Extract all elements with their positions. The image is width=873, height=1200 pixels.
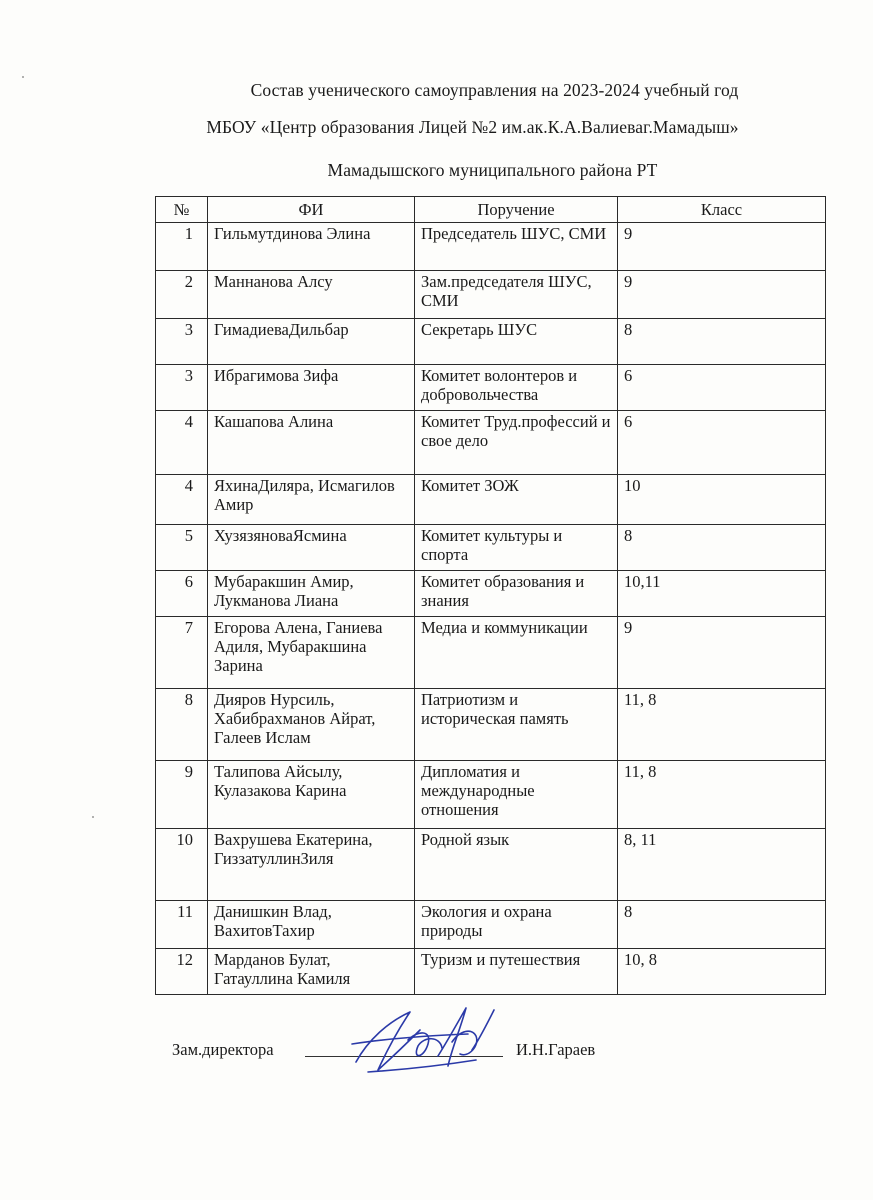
grade-cell: [618, 571, 826, 617]
grade: 6: [624, 412, 633, 431]
table-row: [156, 411, 826, 475]
grade-cell: [618, 901, 826, 949]
table-body: [156, 223, 826, 995]
assignment: Туризм и путешествия: [421, 950, 581, 969]
member-name-cell: [208, 411, 415, 475]
member-name-cell: [208, 761, 415, 829]
member-name: Егорова Алена, Ганиева Адиля, Мубаракшина Зарина: [214, 618, 383, 675]
assignment: Зам.председателя ШУС, СМИ: [421, 272, 592, 310]
member-name-cell: [208, 949, 415, 995]
member-name-cell: [208, 571, 415, 617]
row-number: 4: [184, 476, 193, 495]
grade: 10: [624, 476, 641, 495]
title-line-1: Состав ученического самоуправления на 2023-2024 учебный год: [250, 80, 739, 100]
assignment-cell: [415, 319, 618, 365]
table-row: [156, 525, 826, 571]
member-name-cell: [208, 223, 415, 271]
member-name-cell: [208, 617, 415, 689]
table-row: [156, 829, 826, 901]
assignment-cell: [415, 571, 618, 617]
row-number-cell: [156, 223, 208, 271]
member-name: Ибрагимова Зифа: [214, 366, 339, 385]
column-header-role: Поручение: [415, 197, 618, 223]
grade-cell: [618, 829, 826, 901]
handwritten-signature: [348, 1000, 498, 1080]
grade-cell: [618, 761, 826, 829]
row-number: 11: [177, 902, 193, 921]
grade-cell: [618, 271, 826, 319]
assignment: Председатель ШУС, СМИ: [421, 224, 607, 243]
grade-cell: [618, 525, 826, 571]
member-name-cell: [208, 829, 415, 901]
grade: 10,11: [624, 572, 661, 591]
scan-speck: [92, 816, 94, 818]
member-name-cell: [208, 525, 415, 571]
assignment-cell: [415, 949, 618, 995]
grade: 6: [624, 366, 633, 385]
table-row: [156, 761, 826, 829]
table-row: [156, 689, 826, 761]
self-government-table: [155, 196, 826, 995]
assignment-cell: [415, 901, 618, 949]
grade: 8: [624, 526, 633, 545]
row-number: 4: [184, 412, 193, 431]
grade-cell: [618, 475, 826, 525]
grade: 11, 8: [624, 690, 657, 709]
assignment: Комитет волонтеров и добровольчества: [421, 366, 578, 404]
row-number-cell: [156, 761, 208, 829]
grade: 8: [624, 902, 633, 921]
column-header-number: №: [156, 197, 208, 223]
grade-cell: [618, 689, 826, 761]
table-row: [156, 617, 826, 689]
row-number-cell: [156, 571, 208, 617]
row-number: 7: [184, 618, 193, 637]
row-number-cell: [156, 319, 208, 365]
member-name: Талипова Айсылу, Кулазакова Карина: [214, 762, 347, 800]
row-number: 5: [184, 526, 193, 545]
row-number: 6: [184, 572, 193, 591]
table-row: [156, 271, 826, 319]
member-name: Маннанова Алсу: [214, 272, 333, 291]
column-header-grade: Класс: [618, 197, 826, 223]
row-number-cell: [156, 271, 208, 319]
member-name-cell: [208, 475, 415, 525]
row-number: 3: [184, 366, 193, 385]
title-line-3: Мамадышского муниципального района РТ: [327, 160, 658, 180]
row-number-cell: [156, 475, 208, 525]
assignment: Экология и охрана природы: [421, 902, 552, 940]
assignment-cell: [415, 365, 618, 411]
table-row: [156, 223, 826, 271]
member-name: Марданов Булат, Гатауллина Камиля: [214, 950, 351, 988]
grade: 9: [624, 272, 633, 291]
member-name-cell: [208, 689, 415, 761]
member-name: ХузязяноваЯсмина: [214, 526, 347, 545]
row-number: 9: [184, 762, 193, 781]
grade-cell: [618, 411, 826, 475]
assignment: Комитет ЗОЖ: [421, 476, 519, 495]
assignment: Патриотизм и историческая память: [421, 690, 569, 728]
row-number-cell: [156, 689, 208, 761]
member-name: Данишкин Влад, ВахитовТахир: [214, 902, 332, 940]
signatory-title: Зам.директора: [172, 1040, 274, 1059]
member-name-cell: [208, 365, 415, 411]
member-name: Дияров Нурсиль, Хабибрахманов Айрат, Галеев Ислам: [214, 690, 376, 747]
grade-cell: [618, 617, 826, 689]
member-name-cell: [208, 319, 415, 365]
row-number: 12: [176, 950, 193, 969]
grade: 9: [624, 618, 633, 637]
table-row: [156, 475, 826, 525]
row-number: 10: [176, 830, 193, 849]
signatory-name: И.Н.Гараев: [516, 1040, 596, 1059]
assignment-cell: [415, 617, 618, 689]
row-number-cell: [156, 525, 208, 571]
member-name: Мубаракшин Амир, Лукманова Лиана: [214, 572, 354, 610]
grade-cell: [618, 223, 826, 271]
table-header-row: [156, 197, 826, 223]
member-name: Гильмутдинова Элина: [214, 224, 371, 243]
member-name: Вахрушева Екатерина, ГиззатуллинЗиля: [214, 830, 373, 868]
row-number-cell: [156, 365, 208, 411]
row-number: 3: [184, 320, 193, 339]
title-line-2: МБОУ «Центр образования Лицей №2 им.ак.К.А.Валиеваг.Мамадыш»: [206, 117, 739, 137]
assignment-cell: [415, 829, 618, 901]
assignment: Медиа и коммуникации: [421, 618, 588, 637]
grade: 11, 8: [624, 762, 657, 781]
table-row: [156, 319, 826, 365]
table-row: [156, 571, 826, 617]
row-number-cell: [156, 411, 208, 475]
row-number-cell: [156, 949, 208, 995]
row-number: 1: [184, 224, 193, 243]
assignment: Комитет культуры и спорта: [421, 526, 563, 564]
assignment: Комитет Труд.профессий и свое дело: [421, 412, 611, 450]
assignment: Секретарь ШУС: [421, 320, 538, 339]
grade: 9: [624, 224, 633, 243]
row-number: 2: [184, 272, 193, 291]
grade: 8: [624, 320, 633, 339]
grade-cell: [618, 319, 826, 365]
assignment: Дипломатия и международные отношения: [421, 762, 535, 819]
assignment-cell: [415, 271, 618, 319]
grade: 8, 11: [624, 830, 657, 849]
assignment-cell: [415, 689, 618, 761]
table-row: [156, 365, 826, 411]
column-header-name: ФИ: [208, 197, 415, 223]
assignment-cell: [415, 761, 618, 829]
assignment-cell: [415, 475, 618, 525]
assignment-cell: [415, 525, 618, 571]
member-name: ЯхинаДиляра, Исмагилов Амир: [214, 476, 395, 514]
table-row: [156, 949, 826, 995]
row-number-cell: [156, 617, 208, 689]
assignment: Родной язык: [421, 830, 510, 849]
scan-speck: [22, 76, 24, 78]
grade-cell: [618, 949, 826, 995]
member-name: ГимадиеваДильбар: [214, 320, 349, 339]
grade: 10, 8: [624, 950, 657, 969]
table-row: [156, 901, 826, 949]
member-name: Кашапова Алина: [214, 412, 334, 431]
member-name-cell: [208, 271, 415, 319]
row-number-cell: [156, 901, 208, 949]
row-number: 8: [184, 690, 193, 709]
assignment-cell: [415, 411, 618, 475]
grade-cell: [618, 365, 826, 411]
row-number-cell: [156, 829, 208, 901]
assignment: Комитет образования и знания: [421, 572, 585, 610]
assignment-cell: [415, 223, 618, 271]
member-name-cell: [208, 901, 415, 949]
